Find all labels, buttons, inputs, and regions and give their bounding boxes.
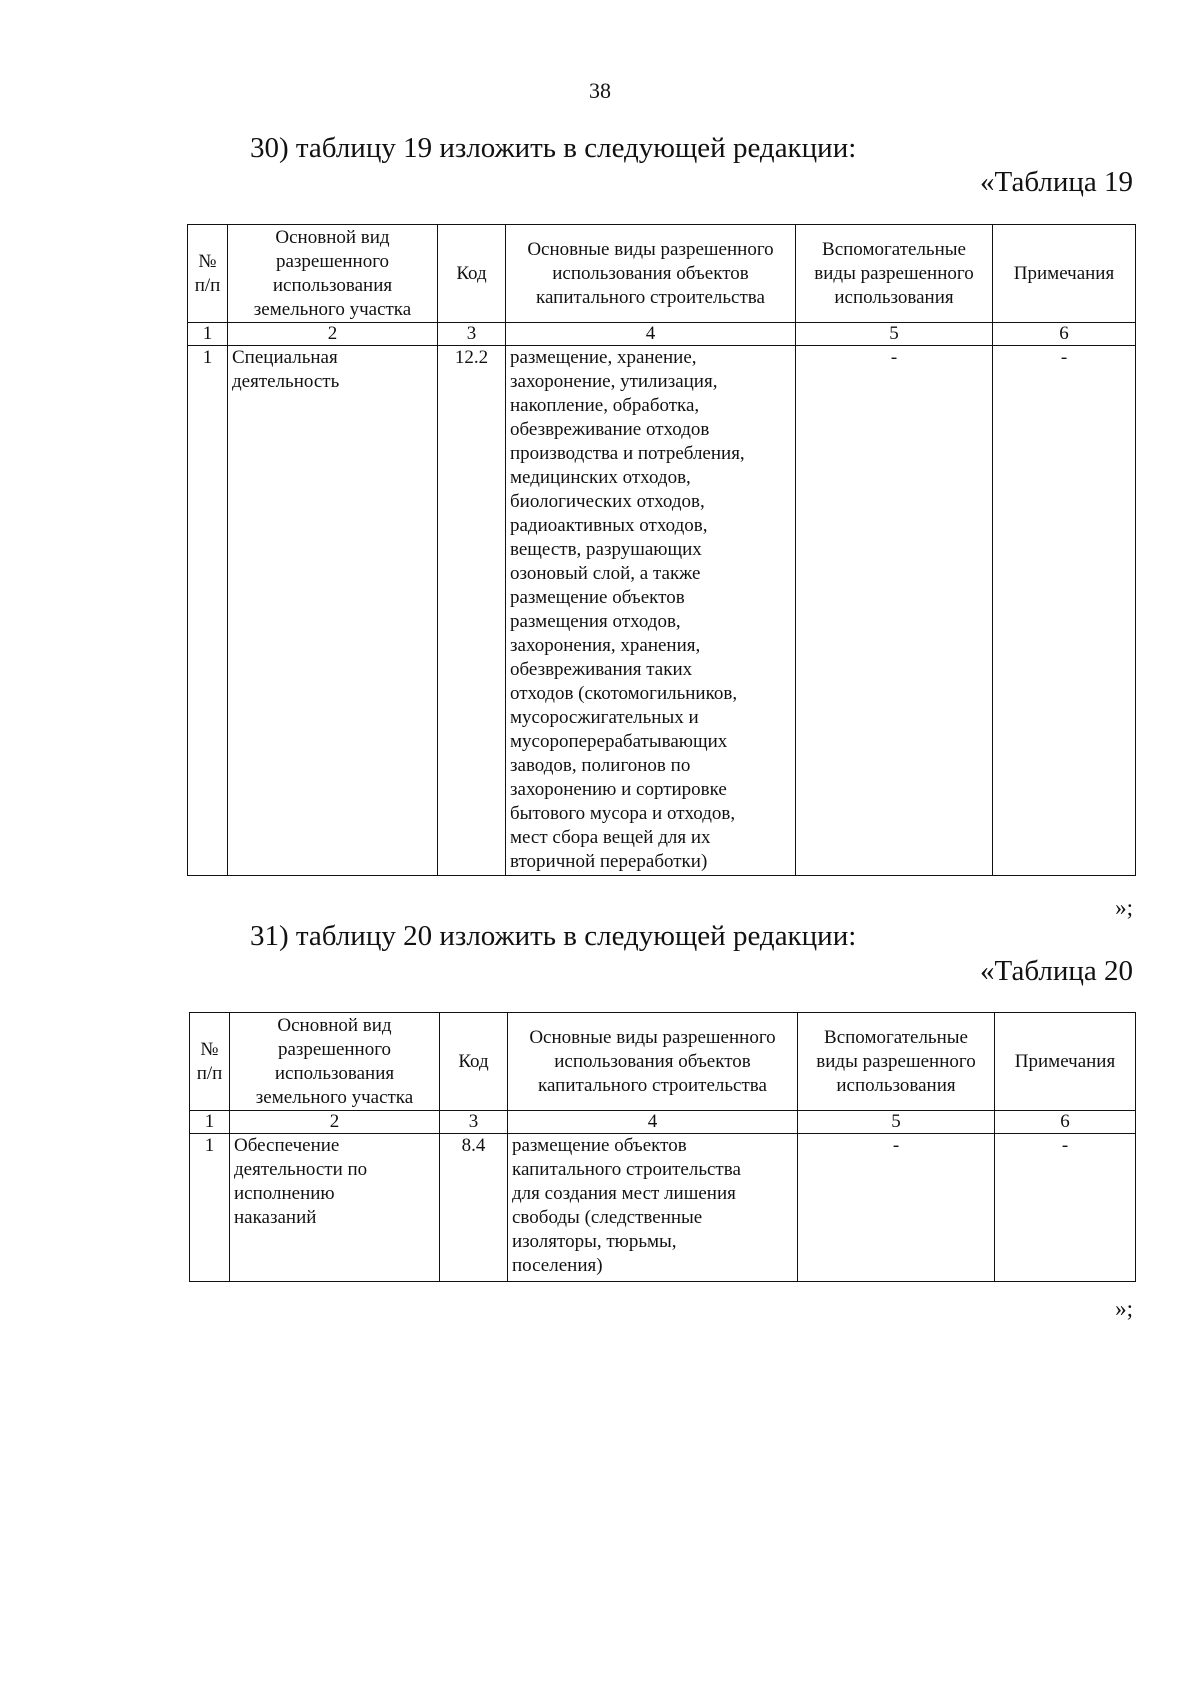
main-use-line: мусоросжигательных и (510, 707, 699, 728)
land-use-line: деятельность (232, 371, 340, 392)
row-auxiliary: - (796, 346, 993, 876)
main-use-line: озоновый слой, а также (510, 563, 701, 584)
header-line: использования объектов (554, 1050, 751, 1072)
table-header-row (190, 1013, 1136, 1111)
header-line: Код (456, 262, 487, 284)
main-use-line: обезвреживания таких (510, 659, 693, 680)
land-use-line: Специальная (232, 347, 338, 368)
instruction-table-19: 30) таблицу 19 изложить в следующей редакции: (250, 132, 857, 164)
caption-table-20: «Таблица 20 (979, 955, 1133, 987)
main-use-line: обезвреживание отходов (510, 419, 710, 440)
main-use-line: радиоактивных отходов, (510, 515, 708, 536)
main-use-line: мест сбора вещей для их (510, 827, 711, 848)
header-code (440, 1013, 508, 1111)
main-use-line: капитального строительства (512, 1159, 741, 1180)
row-main-uses (506, 346, 796, 876)
main-use-line: захоронение, утилизация, (510, 371, 718, 392)
column-number: 1 (190, 1111, 230, 1134)
column-number: 4 (508, 1111, 798, 1134)
main-use-line: отходов (скотомогильников, (510, 683, 738, 704)
main-use-line: веществ, разрушающих (510, 539, 702, 560)
header-line: п/п (194, 274, 221, 296)
main-use-line: изоляторы, тюрьмы, (512, 1231, 677, 1252)
header-line: использования (834, 286, 954, 308)
header-notes (993, 225, 1136, 323)
header-line: Вспомогательные (824, 1026, 968, 1048)
header-line: использования (836, 1074, 956, 1096)
closing-quote-table-20: »; (1115, 1296, 1133, 1321)
caption-table-19: «Таблица 19 (979, 166, 1133, 198)
header-line: виды разрешенного (814, 262, 974, 284)
column-number: 3 (438, 323, 506, 346)
main-use-line: производства и потребления, (510, 443, 745, 464)
main-use-line: бытового мусора и отходов, (510, 803, 736, 824)
land-use-line: наказаний (234, 1207, 317, 1228)
table-19 (187, 224, 1136, 876)
land-use-line: Обеспечение (234, 1135, 340, 1156)
row-notes: - (993, 346, 1136, 876)
column-number: 5 (796, 323, 993, 346)
table-header-row (188, 225, 1136, 323)
main-use-line: вторичной переработки) (510, 851, 708, 872)
header-line: Код (458, 1050, 489, 1072)
row-code: 12.2 (438, 346, 506, 876)
main-use-line: размещение объектов (512, 1135, 687, 1156)
row-num: 1 (190, 1134, 230, 1282)
column-number: 2 (230, 1111, 440, 1134)
header-auxiliary (796, 225, 993, 323)
main-use-line: свободы (следственные (512, 1207, 703, 1228)
header-auxiliary (798, 1013, 995, 1111)
main-use-line: мусороперерабатывающих (510, 731, 728, 752)
row-num: 1 (188, 346, 228, 876)
land-use-line: деятельности по (234, 1159, 368, 1180)
header-line: п/п (196, 1062, 223, 1084)
row-land-use (228, 346, 438, 876)
header-line: № (200, 1038, 219, 1060)
header-code (438, 225, 506, 323)
main-use-line: размещение, хранение, (510, 347, 697, 368)
main-use-line: биологических отходов, (510, 491, 705, 512)
header-num (188, 225, 228, 323)
header-line: № (198, 250, 217, 272)
header-main-uses (508, 1013, 798, 1111)
row-notes: - (995, 1134, 1136, 1282)
column-number-row (190, 1111, 1136, 1134)
main-use-line: медицинских отходов, (510, 467, 691, 488)
header-line: разрешенного (277, 1038, 392, 1060)
header-line: Основной вид (277, 1014, 392, 1036)
column-number: 4 (506, 323, 796, 346)
page-number: 38 (589, 78, 611, 103)
header-line: капитального строительства (536, 286, 765, 308)
column-number: 5 (798, 1111, 995, 1134)
header-line: Основные виды разрешенного (527, 238, 774, 260)
table-row (188, 346, 1136, 876)
column-number-row (188, 323, 1136, 346)
row-code: 8.4 (440, 1134, 508, 1282)
header-num (190, 1013, 230, 1111)
header-line: Примечания (1013, 262, 1115, 284)
column-number: 6 (995, 1111, 1136, 1134)
column-number: 3 (440, 1111, 508, 1134)
main-use-line: захоронения, хранения, (510, 635, 701, 656)
header-line: Основные виды разрешенного (529, 1026, 776, 1048)
main-use-line: заводов, полигонов по (510, 755, 691, 776)
closing-quote-table-19: »; (1115, 895, 1133, 920)
table-row (190, 1134, 1136, 1282)
column-number: 1 (188, 323, 228, 346)
header-line: земельного участка (255, 1086, 414, 1108)
main-use-line: захоронению и сортировке (510, 779, 727, 800)
main-use-line: поселения) (512, 1255, 603, 1276)
header-line: Примечания (1014, 1050, 1116, 1072)
header-line: виды разрешенного (816, 1050, 976, 1072)
header-line: земельного участка (253, 298, 412, 320)
header-notes (995, 1013, 1136, 1111)
main-use-line: размещения отходов, (510, 611, 681, 632)
column-number: 2 (228, 323, 438, 346)
land-use-line: исполнению (234, 1183, 335, 1204)
main-use-line: размещение объектов (510, 587, 685, 608)
header-line: Вспомогательные (822, 238, 966, 260)
row-land-use (230, 1134, 440, 1282)
column-number: 6 (993, 323, 1136, 346)
row-auxiliary: - (798, 1134, 995, 1282)
header-line: Основной вид (275, 226, 390, 248)
instruction-table-20: 31) таблицу 20 изложить в следующей редакции: (250, 920, 857, 952)
header-line: капитального строительства (538, 1074, 767, 1096)
main-use-line: накопление, обработка, (510, 395, 700, 416)
header-line: использования объектов (552, 262, 749, 284)
main-use-line: для создания мест лишения (512, 1183, 736, 1204)
header-main-uses (506, 225, 796, 323)
header-line: использования (274, 1062, 395, 1084)
header-land-use (228, 225, 438, 323)
table-20 (189, 1012, 1136, 1282)
header-land-use (230, 1013, 440, 1111)
header-line: разрешенного (275, 250, 390, 272)
header-line: использования (272, 274, 393, 296)
row-main-uses (508, 1134, 798, 1282)
